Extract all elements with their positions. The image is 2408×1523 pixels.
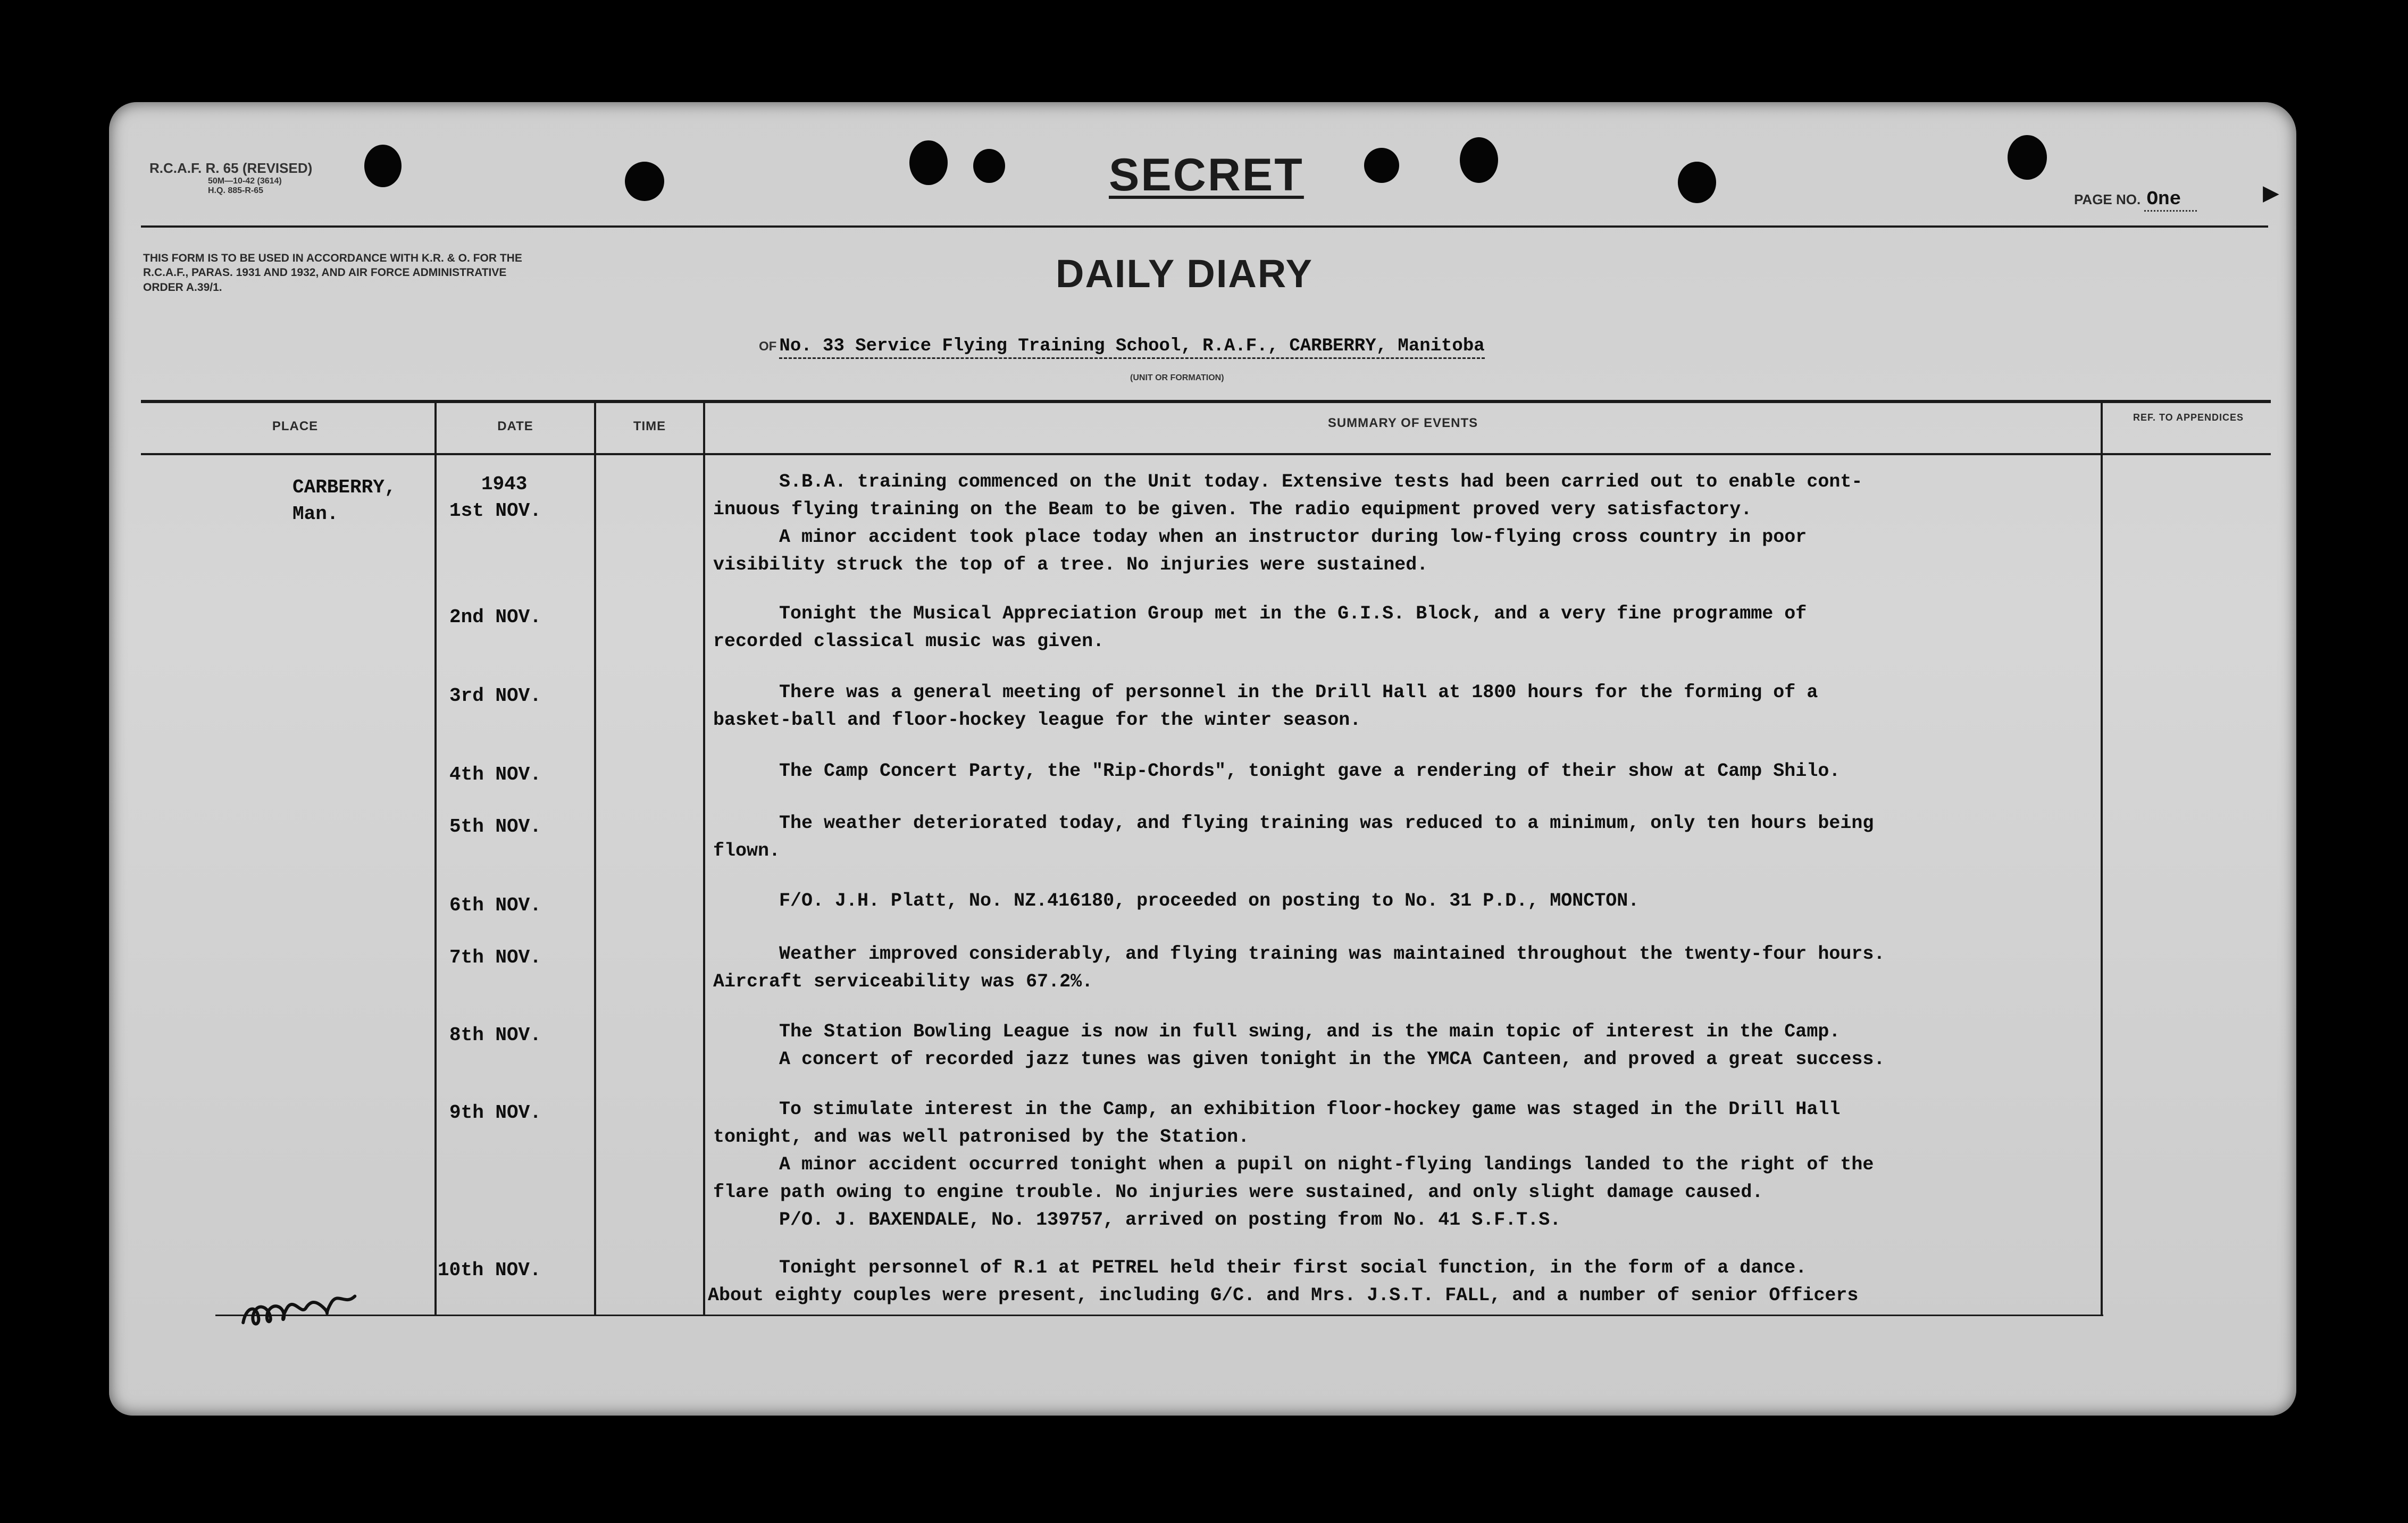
summary-line: To stimulate interest in the Camp, an exhibition floor-hockey game was staged in the Drill Hall	[779, 1099, 1841, 1120]
date-cell: 3rd NOV.	[449, 685, 541, 707]
date-cell: 4th NOV.	[449, 764, 541, 785]
punch-hole	[625, 162, 664, 201]
print-code: H.Q. 885-R-65	[208, 186, 264, 196]
place-cell	[292, 474, 396, 528]
arrow-right-icon: ▶	[2263, 181, 2279, 205]
summary-line: Weather improved considerably, and flying training was maintained throughout the twenty-four hours.	[779, 943, 1885, 965]
column-header-place: PLACE	[272, 419, 319, 433]
summary-line: basket-ball and floor-hockey league for the winter season.	[713, 709, 1361, 731]
punch-hole	[1460, 137, 1498, 183]
punch-hole	[2008, 135, 2047, 180]
table-header-rule	[141, 453, 2271, 455]
page-number-label: PAGE NO.	[2074, 191, 2141, 207]
column-divider	[703, 400, 705, 1316]
summary-line: A minor accident took place today when an instructor during low-flying cross country in poor	[779, 526, 1807, 548]
punch-hole	[364, 145, 402, 187]
place-line: CARBERRY,	[292, 476, 396, 498]
column-divider	[2101, 400, 2103, 1316]
unit-name: No. 33 Service Flying Training School, R.A.F., CARBERRY, Manitoba	[779, 336, 1484, 359]
date-cell: 10th NOV.	[438, 1259, 541, 1281]
form-instructions: THIS FORM IS TO BE USED IN ACCORDANCE WITH K.R. & O. FOR THE R.C.A.F., PARAS. 1931 AND 1932, AND AIR FORCE ADMINISTRATIVE ORDER A.39/1.	[143, 252, 522, 294]
date-cell: 9th NOV.	[449, 1102, 541, 1124]
column-divider	[434, 400, 437, 1316]
summary-line: A concert of recorded jazz tunes was given tonight in the YMCA Canteen, and proved a great success.	[779, 1049, 1885, 1070]
unit-of-label: OF	[759, 339, 777, 354]
form-identification	[149, 161, 312, 196]
summary-line: The Camp Concert Party, the "Rip-Chords", tonight gave a rendering of their show at Camp Shilo.	[779, 760, 1841, 782]
summary-line: F/O. J.H. Platt, No. NZ.416180, proceeded on posting to No. 31 P.D., MONCTON.	[779, 890, 1640, 911]
summary-line: About eighty couples were present, including G/C. and Mrs. J.S.T. FALL, and a number of senior Officers	[708, 1285, 1859, 1306]
date-cell: 5th NOV.	[449, 816, 541, 838]
year-cell: 1943	[481, 473, 528, 495]
unit-line	[759, 336, 1485, 356]
summary-line: flare path owing to engine trouble. No injuries were sustained, and only slight damage caused.	[713, 1182, 1763, 1203]
summary-line: S.B.A. training commenced on the Unit today. Extensive tests had been carried out to enable cont-	[779, 471, 1863, 492]
column-header-summary: SUMMARY OF EVENTS	[1327, 416, 1478, 430]
summary-line: tonight, and was well patronised by the Station.	[713, 1126, 1250, 1148]
column-header-ref: REF. TO APPENDICES	[2133, 412, 2244, 423]
classification-stamp: SECRET	[1109, 149, 1304, 200]
page-number-value: One	[2144, 188, 2197, 212]
page-number	[2074, 188, 2197, 210]
punch-hole	[973, 149, 1005, 183]
summary-line: flown.	[713, 840, 781, 861]
place-line: Man.	[292, 503, 339, 525]
summary-line: recorded classical music was given.	[713, 631, 1105, 652]
table-top-rule	[141, 400, 2271, 403]
unit-caption: (UNIT OR FORMATION)	[1130, 373, 1224, 382]
summary-line: Tonight personnel of R.1 at PETREL held their first social function, in the form of a dance.	[779, 1257, 1807, 1278]
diary-form-sheet	[109, 102, 2296, 1416]
summary-line: P/O. J. BAXENDALE, No. 139757, arrived on posting from No. 41 S.F.T.S.	[779, 1209, 1561, 1231]
column-header-date: DATE	[497, 419, 533, 433]
summary-line: visibility struck the top of a tree. No injuries were sustained.	[713, 554, 1428, 575]
column-divider	[594, 400, 596, 1316]
date-cell: 8th NOV.	[449, 1024, 541, 1046]
date-cell: 1st NOV.	[449, 500, 541, 522]
page-title: DAILY DIARY	[1056, 252, 1313, 296]
punch-hole	[1678, 162, 1716, 203]
summary-line: There was a general meeting of personnel in the Drill Hall at 1800 hours for the forming of a	[779, 682, 1818, 703]
date-cell: 2nd NOV.	[449, 606, 541, 628]
summary-line: Tonight the Musical Appreciation Group met in the G.I.S. Block, and a very fine programme of	[779, 603, 1807, 624]
column-header-time: TIME	[633, 419, 666, 433]
form-number: R.C.A.F. R. 65 (REVISED)	[149, 160, 313, 176]
summary-line: Aircraft serviceability was 67.2%.	[713, 971, 1093, 992]
summary-line: A minor accident occurred tonight when a pupil on night-flying landings landed to the right of the	[779, 1154, 1874, 1175]
print-code: 50M—10-42 (3614)	[208, 176, 282, 186]
summary-line: The Station Bowling League is now in full swing, and is the main topic of interest in the Camp.	[779, 1021, 1841, 1042]
summary-line: inuous flying training on the Beam to be given. The radio equipment proved very satisfactory.	[713, 499, 1752, 520]
punch-hole	[1364, 148, 1399, 183]
handwritten-initials	[234, 1279, 366, 1342]
punch-hole	[909, 140, 948, 185]
date-cell: 6th NOV.	[449, 894, 541, 916]
header-rule	[141, 225, 2268, 228]
summary-line: The weather deteriorated today, and flying training was reduced to a minimum, only ten hours being	[779, 813, 1874, 834]
date-cell: 7th NOV.	[449, 947, 541, 968]
table-bottom-rule	[215, 1315, 2103, 1316]
